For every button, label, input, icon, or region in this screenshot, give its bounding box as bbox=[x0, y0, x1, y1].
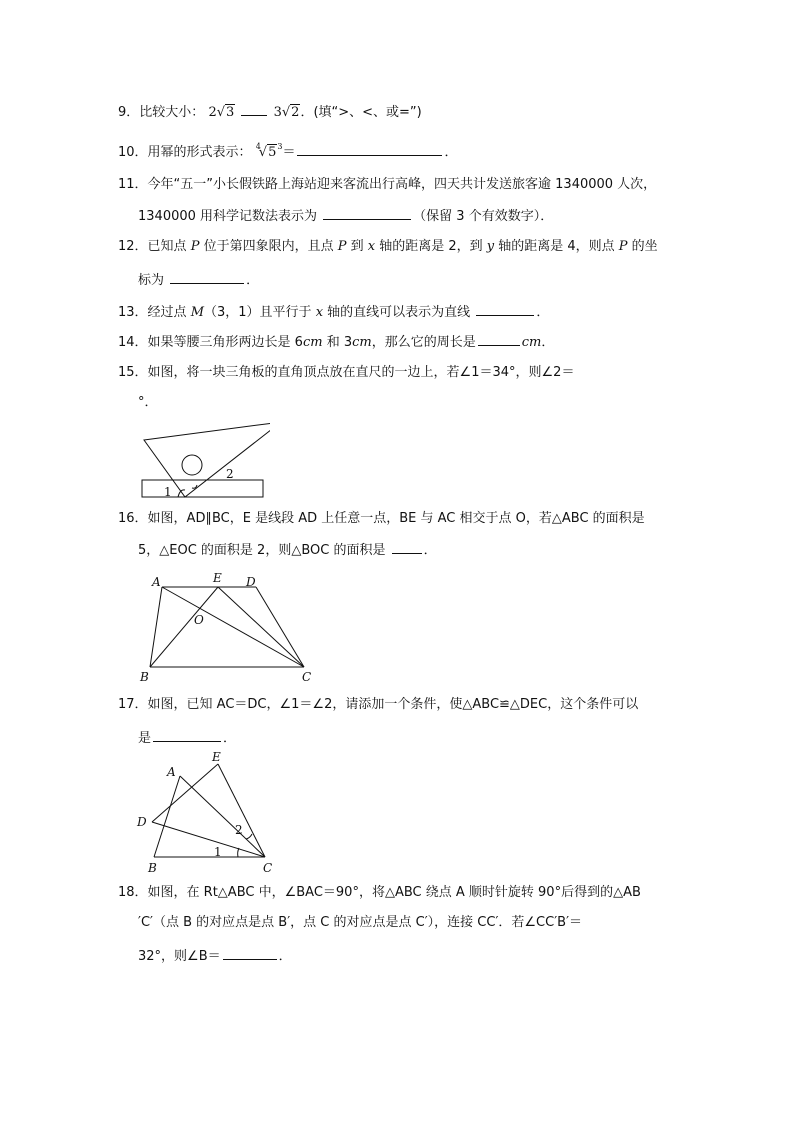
question-18-line3: 32°，则∠B＝ ． bbox=[138, 946, 292, 966]
answer-blank[interactable] bbox=[170, 270, 244, 284]
ruler bbox=[142, 480, 263, 497]
question-15-line2: °． bbox=[138, 395, 158, 410]
answer-blank[interactable] bbox=[478, 332, 520, 346]
question-11-line2: 1340000 用科学记数法表示为 （保留 3 个有效数字）． bbox=[138, 206, 553, 226]
angle-2-arc bbox=[246, 834, 252, 839]
question-11-line1: 11．今年“五一”小长假铁路上海站迎来客流出行高峰，四天共计发送旅客逾 1340000 人次， bbox=[118, 177, 657, 192]
figure-16-trapezoid bbox=[138, 568, 328, 686]
label-E: E bbox=[213, 571, 222, 585]
question-10: 10．用幂的形式表示： $^4√5^3=$ ． bbox=[118, 142, 458, 160]
answer-blank[interactable] bbox=[241, 102, 267, 116]
label-angle-1: 1 bbox=[164, 485, 172, 499]
label-O: O bbox=[194, 613, 204, 627]
question-16-line1: 16．如图，AD∥BC，E 是线段 AD 上任意一点，BE 与 AC 相交于点 O，若△ABC 的面积是 bbox=[118, 511, 645, 526]
label-B: B bbox=[140, 670, 149, 684]
expr-right: 3√2 bbox=[273, 105, 300, 120]
segment-EC bbox=[218, 587, 304, 667]
segment-EC bbox=[218, 764, 265, 857]
question-18-line2: ′C′（点 B 的对应点是点 B′，点 C 的对应点是点 C′），连接 CC′．若∠CC′B′＝ bbox=[138, 915, 583, 930]
set-square-hole bbox=[182, 455, 202, 475]
label-B: B bbox=[148, 861, 157, 875]
question-17-line2: 是 ． bbox=[138, 728, 236, 748]
question-18-line1: 18．如图，在 Rt△ABC 中，∠BAC＝90°，将△ABC 绕点 A 顺时针旋转 90°后得到的△AB bbox=[118, 885, 641, 900]
question-12-line1: 12．已知点 P 位于第四象限内，且点 P 到 x 轴的距离是 2，到 y 轴的距离是 4，则点 P 的坐 bbox=[118, 239, 658, 254]
answer-blank[interactable] bbox=[297, 142, 442, 156]
answer-blank[interactable] bbox=[223, 946, 277, 960]
segment-AC bbox=[162, 587, 304, 667]
segment-DC bbox=[152, 822, 265, 857]
label-angle-2: 2 bbox=[235, 823, 243, 837]
answer-blank[interactable] bbox=[392, 540, 422, 554]
question-9: 9．比较大小： 2√3 3√2．(填“>、<、或=”) bbox=[118, 102, 422, 122]
figure-17-triangles bbox=[134, 748, 284, 876]
segment-DE bbox=[152, 764, 218, 822]
figure-15-triangle-ruler bbox=[140, 418, 270, 502]
question-12-line2: 标为 ． bbox=[138, 270, 259, 290]
label-C: C bbox=[263, 861, 273, 875]
angle-1-arc bbox=[238, 848, 239, 857]
segment-AC bbox=[180, 776, 265, 857]
question-13: 13．经过点 M（3，1）且平行于 x 轴的直线可以表示为直线 ． bbox=[118, 302, 549, 322]
answer-blank[interactable] bbox=[323, 206, 411, 220]
label-A: A bbox=[152, 575, 161, 589]
expr-left: 2√3 bbox=[208, 105, 235, 120]
radical-expression: $^4√5^3$ bbox=[255, 142, 283, 160]
question-15-line1: 15．如图，将一块三角板的直角顶点放在直尺的一边上，若∠1＝34°，则∠2＝ bbox=[118, 365, 575, 380]
set-square bbox=[144, 422, 270, 497]
label-D: D bbox=[137, 815, 147, 829]
label-A: A bbox=[167, 765, 176, 779]
label-C: C bbox=[302, 670, 312, 684]
segment-DC bbox=[256, 587, 304, 667]
label-angle-2: 2 bbox=[226, 467, 234, 481]
label-angle-1: 1 bbox=[214, 845, 222, 859]
answer-blank[interactable] bbox=[153, 728, 221, 742]
label-E: E bbox=[212, 750, 221, 764]
answer-blank[interactable] bbox=[476, 302, 534, 316]
question-17-line1: 17．如图，已知 AC＝DC，∠1＝∠2，请添加一个条件，使△ABC≌△DEC，这个条件可以 bbox=[118, 697, 639, 712]
label-D: D bbox=[246, 575, 256, 589]
question-16-line2: 5，△EOC 的面积是 2，则△BOC 的面积是 ． bbox=[138, 540, 437, 560]
question-14: 14．如果等腰三角形两边长是 6cm 和 3cm，那么它的周长是 cm． bbox=[118, 332, 554, 352]
